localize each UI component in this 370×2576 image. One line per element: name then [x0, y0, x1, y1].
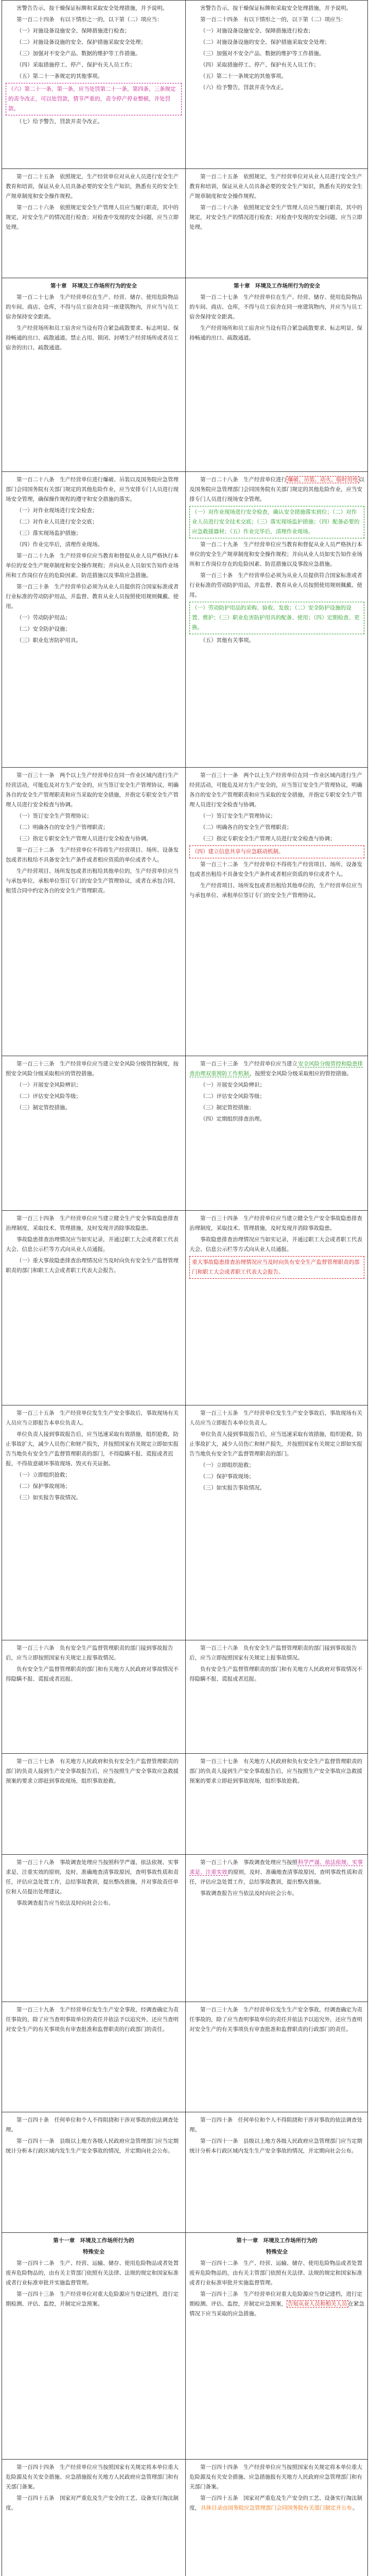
text-run: 第十一章 环境及工作场所行为的: [53, 2238, 134, 2244]
text-run: 事故隐患排查治理情况应当如实记录，并通过职工大会或者职工代表大会、信息公示栏等方式向从业人员通报。: [189, 1236, 362, 1252]
text-run: 第一百四十二条 生产、经营、运输、储存、使用危险物品或者处置废弃危险物品的，由有关主管部门依照有关法律、法规的规定和国家标准或者行业标准审批并实施监督管理。: [189, 2260, 362, 2286]
text-run: 。: [353, 2505, 358, 2511]
paragraph: [6, 2494, 182, 2513]
revised-text-cell: [186, 768, 368, 1056]
table-row: [2, 2459, 367, 2576]
paragraph: [189, 293, 364, 322]
chapter-heading: [6, 2247, 182, 2257]
text-run: 事故隐患排查治理情况应当如实记录，并通过职工大会或者职工代表大会、信息公示栏等方式向从业人员通报。: [6, 1236, 179, 1252]
paragraph: [6, 72, 182, 81]
original-text-cell: [2, 1405, 185, 1640]
paragraph: [189, 38, 364, 47]
paragraph: [189, 2137, 364, 2156]
text-run: （二）评估安全风险等级；: [200, 1093, 265, 1099]
revised-text-cell: [186, 169, 368, 278]
text-run: （三）如实报告事故情况。: [200, 1485, 265, 1491]
text-run: （二）对作业人员进行安全交底；: [16, 519, 98, 525]
paragraph: [189, 15, 364, 25]
paragraph: [6, 1059, 182, 1079]
text-run: 特殊安全: [266, 2249, 288, 2255]
revised-text-cell: [186, 1405, 368, 1640]
text-run: 第一百四十二条 生产、经营、运输、储存、使用危险物品或者处置废弃危险物品的，由有关主管部门依照有关法律、法规的规定和国家标准或者行业标准审批并实施监督管理。: [6, 2260, 179, 2286]
revised-text-cell: [186, 1640, 368, 1753]
text-run: 生产经营场所和员工宿舍应当设有符合紧急疏散要求、标志明显、保持畅通的出口、疏散通道。禁止占用、锁闭、封堵生产经营场所或者员工宿舍的出口、疏散通道。: [6, 325, 179, 351]
paragraph: [189, 1643, 364, 1663]
text-run: 负有安全生产监督管理职责的部门和有关地方人民政府对事故情况不得隐瞒不报、谎报或者迟报。: [6, 1666, 179, 1682]
paragraph: [6, 4, 182, 13]
revised-text-cell: [186, 1754, 368, 1854]
revised-text-cell: [186, 2460, 368, 2576]
paragraph: [189, 83, 364, 93]
text-run: 第一百三十条 生产经营单位必须为从业人员提供符合国家标准或者行业标准的劳动防护用品，并监督、教育从业人员按照使用规则佩戴、使用。: [189, 572, 362, 598]
text-run: 第一百四十条 任何单位和个人不得阻挠和干涉对事故的依法调查处理。: [189, 2117, 362, 2133]
paragraph: [189, 72, 364, 81]
highlighted-change: 科学严谨、依法依规、实事求是、注重实效: [189, 1859, 363, 1875]
text-run: 单位负责人接到事故报告后，应当迅速采取有效措施，组织抢救，防止事故扩大，减少人员伤亡和财产损失，并按照国家有关规定立即如实报告当地负有安全生产监督管理职责的部门，不得隐瞒不报、谎报或者迟报，不得故意破坏事故现场、毁灭有关证据。: [6, 1431, 179, 1467]
text-run: 第一百三十二条 生产经营单位不得将生产经营项目、场所、设备发包或者出租给不具备安全生产条件或者相应资质的单位或者个人。: [189, 861, 362, 877]
paragraph: [189, 2259, 364, 2288]
paragraph: [6, 636, 182, 646]
text-run: （三）职业危害防护用具。: [16, 637, 81, 643]
paragraph: [189, 860, 364, 879]
table-row: [2, 2112, 367, 2232]
paragraph: [189, 540, 364, 569]
revised-text-cell: [186, 2002, 368, 2112]
paragraph: [6, 1493, 182, 1503]
text-run: 第一百二十四条 有以下情形之一的，以下第（二）项应当：: [16, 16, 163, 23]
paragraph: [189, 1114, 364, 1124]
paragraph: [6, 1214, 182, 1233]
text-run: 第一百四十四条 生产经营单位应当按照国家有关规定将本单位重大危险源及有关安全措施、应急措施报有关地方人民政府应急管理部门和有关部门备案。: [189, 2464, 362, 2490]
paragraph: [6, 1092, 182, 1101]
paragraph: [189, 2290, 364, 2319]
text-run: 第一百三十六条 负有安全生产监督管理职责的部门接到事故报告后，应当立即按照国家有关规定上报事故情况。: [6, 1645, 173, 1661]
text-run: 第十一章 环境及工作场所行为的: [236, 2238, 318, 2244]
original-text-cell: [2, 1211, 185, 1405]
paragraph: [6, 867, 182, 896]
paragraph: [189, 881, 364, 901]
text-run: （一）立即组织抢救；: [16, 1472, 71, 1478]
text-run: 害警告告示，按干燥保证标牌和采取安全处理措施，并予说明。: [16, 5, 168, 11]
paragraph: [189, 571, 364, 600]
text-run: 第一百二十九条 生产经营单位应当教育和督促从业人员严格执行本单位的安全生产规章制度和安全操作规程；并向从业人员如实告知作业场所和工作岗位存在的危险因素、防范措施以及事故应急措施。: [6, 553, 179, 579]
paragraph: [6, 2259, 182, 2288]
text-run: 第一百三十九条 生产经营单位发生生产安全事故，经调查确定为责任事故的，除了应当查明事故单位的责任并依法予以追究外，还应当查明对安全生产的有关事项负有审查批准和监督职责的行政部门的责任。: [189, 2007, 362, 2032]
paragraph: [6, 845, 182, 865]
chapter-heading: [189, 2247, 364, 2257]
text-run: 第十章 环境及工作场所行为的安全: [234, 283, 320, 289]
paragraph: [6, 1858, 182, 1897]
text-run: 第一百三十五条 生产经营单位发生生产安全事故后，事故现场有关人员应当立即报告本单位负责人。: [6, 1410, 179, 1426]
text-run: 在紧急情况下应当采取的应急措施。: [189, 2301, 364, 2317]
paragraph: [189, 1409, 364, 1428]
text-run: 生产经营项目、场所发包或者出租给其他单位的，生产经营单位应当与承包单位、承租单位签订专门的安全生产管理协议，或者在承包合同、租赁合同中约定各自的安全生产管理职责。: [6, 868, 179, 894]
table-row: [2, 1753, 367, 1854]
paragraph: [6, 517, 182, 527]
paragraph: [189, 1059, 364, 1079]
paragraph: [189, 60, 364, 70]
paragraph: [189, 1472, 364, 1482]
text-run: （四）作业完毕后，清理作业现场。: [16, 541, 103, 548]
text-run: （二）保护事故现场；: [200, 1473, 254, 1480]
text-run: （四）定期组织排查治理。: [200, 1116, 265, 1122]
highlighted-change-block: （一）对作业现场进行安全检查，确认安全措施落实到位；（二）对作业人员进行安全技术交底；（三）落实现场监护措施；（四）配备必要的应急救援器材；（五）作业完毕后，清理作业现场。: [189, 506, 364, 538]
text-run: （一）重大事故隐患排查治理情况应当及时向负有安全生产监督管理职责的部门和职工大会或者职工代表大会报告。: [6, 1258, 179, 1274]
table-row: [2, 1210, 367, 1405]
text-run: 第一百三十五条 生产经营单位发生生产安全事故后，事故现场有关人员应当立即报告本单位负责人。: [189, 1410, 362, 1426]
paragraph: [189, 1256, 364, 1279]
paragraph: [189, 2463, 364, 2492]
text-run: （二）明确各自的安全生产管理职责；: [16, 824, 109, 831]
paragraph: [6, 771, 182, 810]
highlighted-change: 爆破、吊装、动火、临时用电: [288, 477, 358, 483]
text-run: 第一百三十三条 生产经营单位应当建立安全风险分级管控制度，按照安全风险分级采取相应的管控措施。: [6, 1061, 179, 1077]
paragraph: [189, 636, 364, 646]
text-run: 第一百二十六条 依照规定安全生产管理人员应当履行职责，其中的规定，对安全生产的情况进行检查；对检查中发现的安全问题，应当立即处理。: [6, 205, 179, 230]
text-run: 第一百三十九条 生产经营单位发生生产安全事故，经调查确定为责任事故的，除了应当查明事故单位的责任并依法予以追究外，还应当查明对安全生产的有关事项负有审查批准和监督职责的行政部门的责任。: [6, 2007, 179, 2032]
text-run: 第一百四十一条 县级以上地方各级人民政府应急管理部门应当定期统计分析本行政区域内发生生产安全事故的情况，并定期向社会公布。: [189, 2138, 362, 2154]
revised-text-cell: [186, 278, 368, 471]
text-run: 第一百四十五条 国家对严重危及生产安全的工艺、设备实行淘汰制度，: [189, 2495, 362, 2511]
paragraph: [6, 1482, 182, 1492]
paragraph: [6, 1256, 182, 1276]
text-run: 生产经营场所和员工宿舍应当设有符合紧急疏散要求、标志明显、保持畅通的出口、疏散通道。: [189, 325, 362, 341]
text-run: （五）第二十一条规定的其他事项。: [16, 73, 103, 79]
text-run: （三）制定管控措施。: [16, 1105, 71, 1111]
revised-text-cell: [186, 472, 368, 767]
text-run: 事故调查报告应当依法及时向社会公布。: [200, 1890, 297, 1896]
original-text-cell: [2, 2233, 185, 2459]
text-run: 第一百四十条 任何单位和个人不得阻挠和干涉对事故的依法调查处理。: [6, 2117, 179, 2133]
original-text-cell: [2, 472, 185, 767]
paragraph: [189, 1461, 364, 1470]
text-run: （一）对施设备设施安全、保障措施进行检查；: [200, 28, 314, 34]
table-row: [2, 1854, 367, 2002]
paragraph: [189, 823, 364, 833]
paragraph: [6, 529, 182, 538]
paragraph: [189, 1858, 364, 1887]
paragraph: [189, 845, 364, 858]
revised-text-cell: [186, 2112, 368, 2232]
table-row: [2, 1640, 367, 1753]
paragraph: [6, 117, 182, 127]
paragraph: [6, 1235, 182, 1255]
text-run: 单位负责人接到事故报告后，应当迅速采取有效措施，组织抢救，防止事故扩大，减少人员伤亡和财产损失，并按照国家有关规定立即如实报告当地负有安全生产监督管理职责的部门。: [189, 1431, 362, 1457]
table-row: [2, 168, 367, 278]
text-run: 负有安全生产监督管理职责的部门和有关地方人民政府对事故情况不得隐瞒不报、谎报或者迟报。: [189, 1666, 362, 1682]
highlighted-change: 安全风险分级管控和隐患排查治理双重预防工作机制: [189, 1061, 363, 1077]
text-run: （七）给予警告，罚款并责令改正。: [16, 118, 103, 125]
text-run: （一）签订安全生产管理协议；: [200, 813, 276, 819]
chapter-heading: [189, 281, 364, 291]
text-run: 第一百四十三条 生产经营单位对重大危险源应当登记建档，进行定期检测、评估、监控，并制定应急预案。: [6, 2291, 179, 2307]
highlighted-change-block: 重大事故隐患排查治理情况应当及时向负有安全生产监督管理职责的部门和职工大会或者职工代表大会报告。: [189, 1256, 364, 1279]
original-text-cell: [2, 1640, 185, 1753]
text-run: （一）立即组织抢救；: [200, 1462, 254, 1468]
text-run: （三）制定管控措施；: [200, 1105, 254, 1111]
paragraph: [6, 2463, 182, 2492]
paragraph: [189, 1665, 364, 1684]
chapter-heading: [189, 2236, 364, 2246]
text-run: 第一百三十四条 生产经营单位应当建立健全生产安全事故隐患排查治理制度，采取技术、管理措施，及时发现并消除事故隐患。: [189, 1215, 362, 1231]
text-run: 第一百三十七条 有关地方人民政府和负有安全生产监督管理职责的部门的负责人接到生产安全事故报告后，应当按照生产安全事故应急救援预案的要求立即赶到事故现场，组织事故抢救。: [189, 1758, 362, 1784]
paragraph: [189, 4, 364, 13]
paragraph: [189, 1080, 364, 1090]
paragraph: [6, 811, 182, 821]
paragraph: [189, 203, 364, 232]
original-text-cell: [2, 1056, 185, 1210]
paragraph: [6, 506, 182, 516]
text-run: 第一百二十九条 生产经营单位应当教育和督促从业人员严格执行本单位的安全生产规章制度和安全操作规程；并向从业人员如实告知作业场所和工作岗位存在的危险因素、防范措施以及事故应急措施。: [189, 541, 362, 567]
paragraph: [6, 1409, 182, 1428]
text-run: （三）指定专职安全生产管理人员进行安全检查与协调；: [200, 836, 336, 842]
paragraph: [189, 26, 364, 36]
text-run: 第一百三十八条 事故调查处理应当按照: [200, 1859, 297, 1866]
text-run: （一）签订安全生产管理协议；: [16, 813, 92, 819]
text-run: （二）对施设备设施的安全、保护措施采取安全处理；: [200, 39, 330, 45]
text-run: （二）安全防护设施；: [16, 626, 71, 632]
paragraph: [189, 2115, 364, 2135]
paragraph: [6, 38, 182, 47]
paragraph: [6, 1470, 182, 1480]
paragraph: [6, 1643, 182, 1663]
paragraph: [6, 613, 182, 623]
text-run: （一）劳动防护用品；: [16, 615, 71, 621]
text-run: （二）评估安全风险等级；: [16, 1093, 81, 1099]
highlighted-change-block: （六）第二十一条，第一条，应当处罚第二十一条，第四条，三条规定的责令改正，可以处罚款，情节严重的，责令停产停业整顿，并处罚款。: [6, 83, 182, 115]
paragraph: [6, 1899, 182, 1908]
text-run: 第一百三十七条 有关地方人民政府和负有安全生产监督管理职责的部门的负责人接到生产安全事故报告后，应当按照生产安全事故应急救援预案的要求立即赶到事故现场，组织事故抢救。: [6, 1758, 179, 1784]
paragraph: [6, 2005, 182, 2035]
text-run: （四）采取措施停工、停产、保护有关人员工作；: [200, 62, 319, 68]
paragraph: [6, 203, 182, 232]
text-run: 第一百二十八条 生产经营单位进行: [200, 477, 287, 483]
paragraph: [6, 1430, 182, 1469]
paragraph: [189, 834, 364, 844]
paragraph: [189, 1235, 364, 1255]
text-run: 第一百四十一条 县级以上地方各级人民政府应急管理部门应当定期统计分析本行政区域内发生生产安全事故的情况，并定期向社会公布。: [6, 2138, 179, 2154]
chapter-heading: [6, 2236, 182, 2246]
text-run: ，按照安全风险分级采取相应的管控措施。: [249, 1071, 352, 1077]
original-text-cell: [2, 1855, 185, 2002]
revised-text-cell: [186, 1056, 368, 1210]
paragraph: [6, 1757, 182, 1786]
paragraph: [189, 811, 364, 821]
paragraph: [189, 602, 364, 634]
text-run: 事故调查报告应当依法及时向社会公布。: [16, 1900, 114, 1906]
original-text-cell: [2, 768, 185, 1056]
paragraph: [189, 1430, 364, 1459]
original-text-cell: [2, 2112, 185, 2232]
paragraph: [6, 624, 182, 634]
paragraph: [189, 1214, 364, 1233]
text-run: （六）给予警告，罚款并责令改正。: [200, 84, 287, 91]
table-row: [2, 767, 367, 1056]
chapter-heading: [6, 281, 182, 291]
paragraph: [189, 506, 364, 538]
table-row: [2, 471, 367, 767]
text-run: 第一百三十一条 两个以上生产经营单位在同一作业区域内进行生产经营活动，可能危及对方生产安全的，应当签订安全生产管理协议，明确各自的安全生产管理职责和应当采取的安全措施，并指定专职安全生产管理人员进行安全检查与协调。: [6, 772, 179, 808]
text-run: （一）对作业现场进行安全检查；: [16, 507, 98, 514]
table-row: [2, 2232, 367, 2459]
paragraph: [6, 834, 182, 844]
paragraph: [6, 475, 182, 504]
text-run: （三）如实报告事故情况。: [16, 1495, 81, 1501]
paragraph: [6, 26, 182, 36]
paragraph: [6, 83, 182, 115]
text-run: （三）落实现场监护措施；: [16, 530, 81, 536]
text-run: 以及国务院应急管理部门会同国务院有关部门规定的其他危险作业，应当安排专门人员进行现场安全管理。: [189, 477, 364, 502]
paragraph: [189, 49, 364, 59]
paragraph: [6, 1103, 182, 1113]
text-run: 第一百三十二条 生产经营单位不得将生产经营项目、场所、设备发包或者出租给不具备安全生产条件或者相应资质的单位或者个人。: [6, 847, 179, 863]
text-run: 第一百四十四条 生产经营单位应当按照国家有关规定将本单位重大危险源及有关安全措施、应急措施报有关地方人民政府应急管理部门和有关部门备案。: [6, 2464, 179, 2490]
revised-text-cell: [186, 1211, 368, 1405]
table-row: [2, 278, 367, 471]
comparison-table: [2, 0, 368, 2576]
text-run: （五）第二十一条规定的其他事项。: [200, 73, 287, 79]
paragraph: [6, 823, 182, 833]
text-run: （一）开展安全风险辨识；: [200, 1082, 265, 1088]
text-run: 第一百二十七条 生产经营单位在生产、经营、储存、使用危险物品的车间、商店、仓库，不得与员工宿舍在同一座建筑物内，并应当与员工宿舍保持安全距离。: [189, 294, 362, 320]
text-run: 第一百二十六条 依照规定安全生产管理人员应当履行职责，其中的规定，对安全生产的情况进行检查；对检查中发现的安全问题，应当立即处理。: [189, 205, 362, 230]
text-run: 第一百三十六条 负有安全生产监督管理职责的部门接到事故报告后，应当立即按照国家有关规定上报事故情况。: [189, 1645, 357, 1661]
paragraph: [6, 551, 182, 581]
text-run: 第一百二十七条 生产经营单位在生产、经营、储存、使用危险物品的车间、商店、仓库，不得与员工宿舍在同一座建筑物内，并应当与员工宿舍保持安全距离。: [6, 294, 179, 320]
text-run: （三）加强对不安全产品、数据的维护等工作措施。: [16, 50, 141, 57]
paragraph: [189, 1757, 364, 1786]
highlighted-change-block: （四）建立信息共享与应急联动机制。: [189, 845, 364, 858]
text-run: 害警告告示，按干燥保证标牌和采取安全处理措施，并予说明。: [200, 5, 351, 11]
text-run: 第十章 环境及工作场所行为的安全: [50, 283, 137, 289]
revised-text-cell: [186, 1855, 368, 2002]
text-run: 第一百三十一条 两个以上生产经营单位在同一作业区域内进行生产经营活动，可能危及对方生产安全的，应当签订安全生产管理协议，明确各自的安全生产管理职责和应当采取的安全措施，并指定专职安全生产管理人员进行安全检查与协调。: [189, 772, 362, 808]
text-run: 第一百二十五条 依照规定，生产经营单位对从业人员进行安全生产教育和培训，保证从业人员具备必要的安全生产知识，熟悉有关的安全生产规章制度和安全操作规程。: [189, 174, 362, 199]
paragraph: [189, 771, 364, 810]
paragraph: [6, 1080, 182, 1090]
table-row: [2, 2002, 367, 2112]
paragraph: [189, 2494, 364, 2513]
original-text-cell: [2, 2002, 185, 2112]
text-run: （一）开展安全风险辨识；: [16, 1082, 81, 1088]
paragraph: [189, 2005, 364, 2035]
text-run: （二）保护事故现场；: [16, 1483, 71, 1489]
paragraph: [189, 475, 364, 504]
paragraph: [6, 293, 182, 322]
original-text-cell: [2, 1, 185, 168]
text-run: 第一百三十四条 生产经营单位应当建立健全生产安全事故隐患排查治理制度，采取技术、管理措施，及时发现并消除事故隐患。: [6, 1215, 179, 1231]
revised-text-cell: [186, 2233, 368, 2459]
highlighted-change-block: （一）劳动防护用品的采购、验收、发放；（二）安全防护设施的设置、维护；（三）职业危害防护用具的配备、使用；（四）定期检查、更换。: [189, 602, 364, 634]
text-run: （二）明确各自的安全生产管理职责；: [200, 824, 292, 831]
paragraph: [189, 1092, 364, 1101]
table-row: [2, 1056, 367, 1210]
paragraph: [6, 324, 182, 353]
text-run: 第一百四十五条 国家对严重危及生产安全的工艺、设备实行淘汰制度。: [6, 2495, 179, 2511]
paragraph: [189, 1889, 364, 1899]
paragraph: [189, 172, 364, 201]
paragraph: [6, 60, 182, 70]
revised-text-cell: [186, 1, 368, 168]
text-run: 的原则，及时、准确地查清事故原因，查明事故性质和责任，评估应急处置工作，总结事故教训，提出整改措施。: [189, 1869, 363, 1885]
highlighted-change: 具体目录由国务院应急管理部门会同国务院有关部门制定并公布: [201, 2505, 352, 2511]
paragraph: [6, 2115, 182, 2135]
paragraph: [6, 1665, 182, 1684]
text-run: （三）指定专职安全生产管理人员进行安全检查与协调。: [16, 836, 152, 842]
text-run: （一）对施设备设施安全、保障措施进行检查；: [16, 28, 130, 34]
table-row: [2, 1405, 367, 1640]
original-text-cell: [2, 278, 185, 471]
text-run: （三）加强对不安全产品、数据的维护等工作措施。: [200, 50, 325, 57]
original-text-cell: [2, 169, 185, 278]
text-run: 第一百二十八条 生产经营单位进行爆破、吊装以及国务院应急管理部门会同国务院有关部门规定的其他危险作业，应当安排专门人员进行现场安全管理，确保操作规程的遵守和安全措施的落实。: [6, 477, 179, 502]
text-run: 第一百三十八条 事故调查处理应当按照科学严谨、依法依规、实事求是、注重实效的原则，及时、准确地查清事故原因，查明事故性质和责任，评估应急处置工作，总结事故教训，提出整改措施，并对事故责任单位和人员提出处理建议。: [6, 1859, 179, 1895]
text-run: 第一百二十四条 有以下情形之一的，以下第（二）项应当：: [200, 16, 346, 23]
text-run: 特殊安全: [83, 2249, 104, 2255]
paragraph: [189, 324, 364, 343]
highlighted-change: 告知从业人员和相关人员: [288, 2301, 347, 2307]
text-run: 第一百四十三条 生产经营单位对重大危险源应当登记建档，进行定期检测、评估、监控，并制定应急预案，: [189, 2291, 362, 2307]
paragraph: [6, 172, 182, 201]
paragraph: [6, 582, 182, 612]
text-run: （五）其他有关事项。: [200, 637, 254, 643]
text-run: 第一百三十条 生产经营单位必须为从业人员提供符合国家标准或者行业标准的劳动防护用品，并监督、教育从业人员按照使用规则佩戴、使用。: [6, 584, 179, 609]
original-text-cell: [2, 2460, 185, 2576]
paragraph: [6, 2290, 182, 2309]
paragraph: [6, 540, 182, 550]
text-run: 生产经营项目、场所发包或者出租给其他单位的，生产经营单位应当与承包单位、承租单位签订专门的安全生产管理协议。: [189, 883, 362, 899]
paragraph: [189, 1103, 364, 1113]
text-run: 第一百三十三条 生产经营单位应当建立: [200, 1061, 297, 1067]
paragraph: [6, 2137, 182, 2156]
table-row: [2, 1, 367, 168]
paragraph: [189, 1483, 364, 1493]
paragraph: [6, 49, 182, 59]
original-text-cell: [2, 1754, 185, 1854]
text-run: （二）对施设备设施的安全、保护措施采取安全处理；: [16, 39, 146, 45]
text-run: 第一百二十五条 依照规定，生产经营单位对从业人员进行安全生产教育和培训，保证从业人员具备必要的安全生产知识，熟悉有关的安全生产规章制度和安全操作规程。: [6, 174, 179, 199]
paragraph: [6, 15, 182, 25]
text-run: （四）采取措施停工、停产、保护有关人员工作；: [16, 62, 135, 68]
